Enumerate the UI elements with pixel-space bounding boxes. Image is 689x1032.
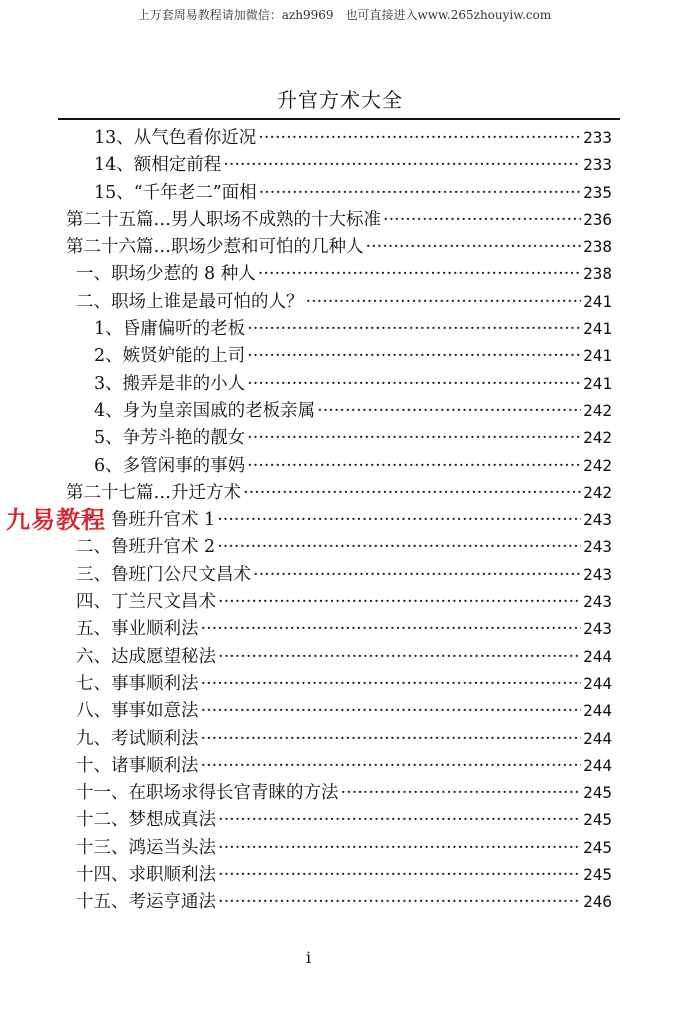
toc-entry-label: 十、诸事顺利法 [76,755,199,776]
toc-entry [60,479,612,506]
dot-leader [201,726,582,752]
toc-entry-label: 6、多管闲事的事妈 [94,455,246,476]
toc-entry-label: 第二十六篇…职场少惹和可怕的几种人 [66,237,364,258]
dot-leader [247,343,581,369]
dot-leader [383,207,581,233]
toc-entry-label: 第二十七篇…升迁方术 [66,482,241,503]
toc-entry [60,452,612,479]
toc-entry [60,315,612,342]
toc-entry-page: 242 [583,428,612,448]
toc-entry-label: 2、嫉贤妒能的上司 [94,346,246,367]
dot-leader [341,780,582,806]
dot-leader [366,234,582,260]
toc-entry-page: 244 [583,701,612,721]
toc-entry-page: 243 [583,510,612,530]
toc-entry [60,179,612,206]
toc-entry-label: 十一、在职场求得长官青睐的方法 [76,783,339,804]
toc-entry-label: 15、“千年老二”面相 [94,182,257,203]
toc-entry-page: 243 [583,564,612,584]
toc-entry [60,615,612,642]
toc-entry [60,806,612,833]
toc-entry-page: 244 [583,755,612,775]
toc-entry-page: 238 [583,237,612,257]
dot-leader [247,316,581,342]
toc-entry-label: 三、鲁班门公尺文昌术 [76,564,251,585]
toc-entry-page: 241 [583,346,612,366]
toc-entry-page: 242 [583,455,612,475]
toc-entry-label: 十五、考运亨通法 [76,892,216,913]
toc-entry [60,888,612,915]
toc-entry-page: 242 [583,482,612,502]
dot-leader [259,180,581,206]
toc-entry-label: 一、职场少惹的 8 种人 [76,264,256,285]
toc-entry-page: 242 [583,400,612,420]
toc-entry-label: 二、鲁班升官术 2 [76,537,216,558]
toc-entry-label: 十二、梦想成真法 [76,810,216,831]
dot-leader [258,261,581,287]
toc-entry-label: 一、鲁班升官术 1 [76,510,216,531]
toc-entry-label: 五、事业顺利法 [76,619,199,640]
toc-entry-page: 245 [583,810,612,830]
dot-leader [243,480,581,506]
dot-leader [253,562,581,588]
toc-entry-label: 九、考试顺利法 [76,728,199,749]
toc-entry-page: 233 [583,128,612,147]
dot-leader [247,371,581,397]
toc-entry-page: 235 [583,182,612,202]
toc-entry-label: 四、丁兰尺文昌术 [76,592,216,613]
toc-entry [60,697,612,724]
toc-entry [60,124,612,151]
toc-entry-label: 六、达成愿望秘法 [76,646,216,667]
dot-leader [218,835,581,861]
toc-entry [60,643,612,670]
toc-entry [60,506,612,533]
toc-entry-page: 246 [583,892,612,912]
toc-entry-label: 八、事事如意法 [76,701,199,722]
toc-entry [60,588,612,615]
toc-entry [60,260,612,287]
toc-entry-page: 241 [583,373,612,393]
toc-entry-page: 244 [583,728,612,748]
toc-entry-page: 233 [583,155,612,175]
toc-entry-page: 241 [583,291,612,311]
toc-entry [60,779,612,806]
dot-leader [217,507,581,533]
toc-entry [60,861,612,888]
toc-entry [60,233,612,260]
watermark-logo: 九易教程 [6,506,106,534]
toc-entry-page: 236 [583,209,612,229]
dot-leader [218,644,581,670]
toc-entry-page: 243 [583,537,612,557]
dot-leader [317,398,581,424]
toc-entry-label: 十四、求职顺利法 [76,865,216,886]
dot-leader [218,862,581,888]
dot-leader [218,589,581,615]
toc-entry-page: 241 [583,319,612,339]
toc-entry-label: 4、身为皇亲国戚的老板亲属 [94,400,316,421]
toc-entry-page: 245 [583,783,612,803]
top-banner: 上万套周易教程请加微信：azh9969 也可直接进入www.265zhouyiw.com [137,8,552,22]
toc-entry [60,725,612,752]
toc-entry-page: 245 [583,865,612,885]
toc-entry [60,288,612,315]
toc-entry [60,834,612,861]
dot-leader [247,453,581,479]
toc-entry-label: 七、事事顺利法 [76,673,199,694]
dot-leader [306,289,582,315]
toc-entry-label: 十三、鸿运当头法 [76,837,216,858]
toc-entry [60,670,612,697]
toc-entry-label: 第二十五篇…男人职场不成熟的十大标准 [66,209,381,230]
dot-leader [258,125,581,151]
toc-entry [60,342,612,369]
toc-entry-page: 244 [583,646,612,666]
toc-entry-page: 238 [583,264,612,284]
toc-entry [60,151,612,178]
dot-leader [201,753,582,779]
toc-entry [60,370,612,397]
dot-leader [201,671,582,697]
toc-entry-page: 244 [583,673,612,693]
toc-entry [60,533,612,560]
dot-leader [218,807,581,833]
toc-entry-label: 1、昏庸偏听的老板 [94,319,246,340]
dot-leader [201,616,582,642]
toc-entry-page: 243 [583,619,612,639]
toc-entry-page: 243 [583,592,612,612]
toc-entry-label: 3、搬弄是非的小人 [94,373,246,394]
table-of-contents [60,124,612,916]
dot-leader [218,889,581,915]
dot-leader [201,698,582,724]
toc-entry-label: 14、额相定前程 [94,155,222,176]
toc-entry [60,424,612,451]
toc-entry [60,752,612,779]
dot-leader [223,152,581,178]
toc-entry [60,206,612,233]
dot-leader [217,534,581,560]
toc-entry [60,561,612,588]
page-title: 升官方术大全 [277,88,403,112]
toc-entry-label: 二、职场上谁是最可怕的人？ [76,291,304,312]
title-rule [58,118,620,120]
toc-entry-page: 245 [583,837,612,857]
toc-entry [60,397,612,424]
toc-entry-label: 5、争芳斗艳的靓女 [94,428,246,449]
page-number: i [306,948,312,967]
dot-leader [247,425,581,451]
toc-entry-label: 13、从气色看你近况 [94,128,257,148]
